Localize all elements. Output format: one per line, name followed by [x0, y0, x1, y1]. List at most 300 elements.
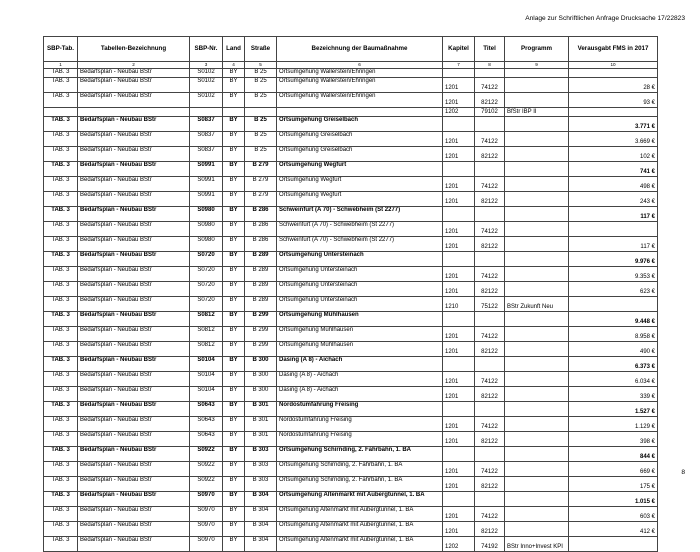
cell-kapitel: 1201 — [443, 507, 475, 522]
cell-programm — [505, 207, 569, 222]
cell-street: B 303 — [245, 462, 277, 477]
table-row — [44, 402, 658, 417]
cell-amount: 93 € — [569, 93, 658, 108]
cell-street: B 25 — [245, 132, 277, 147]
cell-measure: Ortsumgehung Altenmarkt mit Aubergtunnel, 1. BA — [277, 492, 443, 507]
cell-programm — [505, 327, 569, 342]
cell-kapitel: 1201 — [443, 282, 475, 297]
cell-programm — [505, 372, 569, 387]
cell-tab: TAB. 3 — [44, 69, 78, 78]
cell-kapitel: 1201 — [443, 267, 475, 282]
cell-amount: 1.527 € — [569, 402, 658, 417]
cell-table-name: Bedarfsplan - Neubau BStr — [78, 507, 190, 522]
cell-measure: Schweinfurt (A 70) - Schwebheim (St 2277) — [277, 222, 443, 237]
cell-measure: Schweinfurt (A 70) - Schwebheim (St 2277) — [277, 207, 443, 222]
cell-amount: 669 € — [569, 462, 658, 477]
cell-titel: 74122 — [475, 507, 505, 522]
table-row — [44, 132, 658, 147]
cell-amount — [569, 222, 658, 237]
column-number: 3 — [190, 62, 223, 69]
cell-land: BY — [223, 402, 245, 417]
column-header: Tabellen-Bezeichnung — [78, 37, 190, 62]
cell-measure: Ortsumgehung Wallerstein/Ehringen — [277, 93, 443, 108]
cell-table-name: Bedarfsplan - Neubau BStr — [78, 417, 190, 432]
table-row — [44, 417, 658, 432]
cell-titel: 82122 — [475, 342, 505, 357]
cell-street: B 289 — [245, 267, 277, 282]
cell-tab: TAB. 3 — [44, 402, 78, 417]
cell-tab: TAB. 3 — [44, 477, 78, 492]
cell-table-name: Bedarfsplan - Neubau BStr — [78, 252, 190, 267]
cell-table-name: Bedarfsplan - Neubau BStr — [78, 147, 190, 162]
column-number: 10 — [569, 62, 658, 69]
table-row — [44, 177, 658, 192]
cell-measure: Ortsumgehung Greiselbach — [277, 117, 443, 132]
expenditure-table — [43, 36, 658, 552]
cell-amount: 243 € — [569, 192, 658, 207]
column-header: Verausgabt FMS in 2017 — [569, 37, 658, 62]
cell-table-name: Bedarfsplan - Neubau BStr — [78, 237, 190, 252]
cell-land: BY — [223, 207, 245, 222]
table-row — [44, 117, 658, 132]
cell-kapitel — [443, 402, 475, 417]
cell-sbp-nr: S0837 — [190, 132, 223, 147]
cell-tab: TAB. 3 — [44, 387, 78, 402]
cell-kapitel: 1201 — [443, 417, 475, 432]
cell-titel: 74192 — [475, 537, 505, 552]
cell-table-name: Bedarfsplan - Neubau BStr — [78, 522, 190, 537]
cell-table-name: Bedarfsplan - Neubau BStr — [78, 432, 190, 447]
column-number: 6 — [277, 62, 443, 69]
header-row — [44, 37, 658, 62]
table-row — [44, 93, 658, 108]
table-row — [44, 462, 658, 477]
cell-street: B 301 — [245, 417, 277, 432]
cell-street: B 279 — [245, 162, 277, 177]
cell-measure: Ortsumgehung Untersteinach — [277, 267, 443, 282]
cell-measure: Ortsumgehung Untersteinach — [277, 297, 443, 312]
cell-titel — [475, 447, 505, 462]
cell-sbp-nr: S0837 — [190, 147, 223, 162]
cell-street: B 299 — [245, 342, 277, 357]
cell-kapitel: 1201 — [443, 372, 475, 387]
cell-land: BY — [223, 372, 245, 387]
cell-amount: 117 € — [569, 237, 658, 252]
cell-measure: Ortsumgehung Wallerstein/Ehringen — [277, 69, 443, 78]
table-row — [44, 222, 658, 237]
cell-kapitel — [443, 492, 475, 507]
cell-measure: Ortsumgehung Altenmarkt mit Aubergtunnel, 1. BA — [277, 522, 443, 537]
table-row — [44, 477, 658, 492]
cell-sbp-nr: S0970 — [190, 537, 223, 552]
cell-measure: Ortsumgehung Greiselbach — [277, 147, 443, 162]
cell-amount: 339 € — [569, 387, 658, 402]
cell-sbp-nr: S0980 — [190, 237, 223, 252]
cell-table-name: Bedarfsplan - Neubau BStr — [78, 162, 190, 177]
cell-land: BY — [223, 177, 245, 192]
cell-land: BY — [223, 492, 245, 507]
cell-table-name: Bedarfsplan - Neubau BStr — [78, 297, 190, 312]
cell-kapitel — [443, 252, 475, 267]
cell-kapitel: 1202 — [443, 108, 475, 117]
cell-programm — [505, 447, 569, 462]
cell-programm — [505, 222, 569, 237]
cell-table-name: Bedarfsplan - Neubau BStr — [78, 357, 190, 372]
cell-land: BY — [223, 297, 245, 312]
cell-tab: TAB. 3 — [44, 537, 78, 552]
cell-sbp-nr: S0104 — [190, 387, 223, 402]
cell-measure: Ortsumgehung Altenmarkt mit Aubergtunnel, 1. BA — [277, 537, 443, 552]
cell-table-name: Bedarfsplan - Neubau BStr — [78, 447, 190, 462]
column-number: 2 — [78, 62, 190, 69]
cell-street: B 279 — [245, 177, 277, 192]
cell-kapitel — [443, 69, 475, 78]
cell-tab: TAB. 3 — [44, 207, 78, 222]
cell-tab: TAB. 3 — [44, 357, 78, 372]
cell-land: BY — [223, 132, 245, 147]
cell-street: B 300 — [245, 372, 277, 387]
cell-street: B 25 — [245, 93, 277, 108]
cell-measure: Dasing (A 8) - Aichach — [277, 357, 443, 372]
cell-amount: 623 € — [569, 282, 658, 297]
cell-measure: Nordostumfahrung Freising — [277, 417, 443, 432]
table-row — [44, 267, 658, 282]
cell-tab: TAB. 3 — [44, 147, 78, 162]
cell-titel: 82122 — [475, 477, 505, 492]
cell-programm — [505, 177, 569, 192]
cell-table-name — [78, 108, 190, 117]
table-row — [44, 537, 658, 552]
cell-tab: TAB. 3 — [44, 432, 78, 447]
cell-tab: TAB. 3 — [44, 222, 78, 237]
column-header: Programm — [505, 37, 569, 62]
cell-amount: 9.353 € — [569, 267, 658, 282]
cell-measure: Ortsumgehung Mühlhausen — [277, 342, 443, 357]
cell-amount — [569, 108, 658, 117]
column-header: Titel — [475, 37, 505, 62]
cell-kapitel: 1202 — [443, 537, 475, 552]
cell-measure: Ortsumgehung Untersteinach — [277, 282, 443, 297]
cell-measure: Ortsumgehung Greiselbach — [277, 132, 443, 147]
cell-land: BY — [223, 252, 245, 267]
cell-tab: TAB. 3 — [44, 447, 78, 462]
cell-programm — [505, 93, 569, 108]
cell-land: BY — [223, 78, 245, 93]
cell-kapitel — [443, 312, 475, 327]
table-row — [44, 387, 658, 402]
cell-amount: 9.976 € — [569, 252, 658, 267]
cell-street: B 304 — [245, 507, 277, 522]
cell-table-name: Bedarfsplan - Neubau BStr — [78, 372, 190, 387]
column-number: 7 — [443, 62, 475, 69]
cell-titel: 74122 — [475, 222, 505, 237]
cell-land: BY — [223, 432, 245, 447]
cell-sbp-nr: S0102 — [190, 78, 223, 93]
cell-kapitel: 1201 — [443, 477, 475, 492]
cell-sbp-nr: S0720 — [190, 267, 223, 282]
cell-street: B 300 — [245, 357, 277, 372]
cell-street: B 25 — [245, 69, 277, 78]
cell-kapitel — [443, 357, 475, 372]
cell-street: B 303 — [245, 477, 277, 492]
cell-titel: 74122 — [475, 132, 505, 147]
cell-table-name: Bedarfsplan - Neubau BStr — [78, 402, 190, 417]
table-row — [44, 78, 658, 93]
cell-titel: 75122 — [475, 297, 505, 312]
table-row — [44, 192, 658, 207]
cell-measure: Ortsumgehung Untersteinach — [277, 252, 443, 267]
cell-land: BY — [223, 342, 245, 357]
cell-titel: 82122 — [475, 522, 505, 537]
cell-titel: 74122 — [475, 327, 505, 342]
cell-amount: 412 € — [569, 522, 658, 537]
cell-kapitel — [443, 447, 475, 462]
cell-kapitel: 1201 — [443, 237, 475, 252]
cell-table-name: Bedarfsplan - Neubau BStr — [78, 282, 190, 297]
cell-street: B 299 — [245, 327, 277, 342]
table-row — [44, 492, 658, 507]
cell-table-name: Bedarfsplan - Neubau BStr — [78, 387, 190, 402]
cell-titel: 74122 — [475, 78, 505, 93]
table-row — [44, 327, 658, 342]
cell-sbp-nr: S0922 — [190, 477, 223, 492]
cell-kapitel: 1201 — [443, 132, 475, 147]
table-row — [44, 108, 658, 117]
cell-measure: Schweinfurt (A 70) - Schwebheim (St 2277) — [277, 237, 443, 252]
cell-sbp-nr: S0991 — [190, 177, 223, 192]
cell-measure: Ortsumgehung Wegfurt — [277, 192, 443, 207]
cell-table-name: Bedarfsplan - Neubau BStr — [78, 93, 190, 108]
cell-measure: Ortsumgehung Wallerstein/Ehringen — [277, 78, 443, 93]
cell-titel: 74122 — [475, 372, 505, 387]
cell-titel: 82122 — [475, 432, 505, 447]
document-header-note: Anlage zur Schriftlichen Anfrage Drucksache 17/22823 — [525, 15, 685, 22]
cell-amount: 1.129 € — [569, 417, 658, 432]
column-header: Land — [223, 37, 245, 62]
column-number: 9 — [505, 62, 569, 69]
cell-land: BY — [223, 522, 245, 537]
cell-table-name: Bedarfsplan - Neubau BStr — [78, 312, 190, 327]
cell-amount: 498 € — [569, 177, 658, 192]
cell-amount: 8.958 € — [569, 327, 658, 342]
table-row — [44, 69, 658, 78]
cell-tab: TAB. 3 — [44, 93, 78, 108]
cell-amount: 102 € — [569, 147, 658, 162]
table-row — [44, 312, 658, 327]
cell-amount: 6.373 € — [569, 357, 658, 372]
cell-programm: BfStr IBP II — [505, 108, 569, 117]
cell-titel — [475, 117, 505, 132]
cell-titel: 82122 — [475, 147, 505, 162]
column-header: Kapitel — [443, 37, 475, 62]
cell-programm — [505, 69, 569, 78]
cell-table-name: Bedarfsplan - Neubau BStr — [78, 177, 190, 192]
cell-street: B 301 — [245, 432, 277, 447]
cell-land: BY — [223, 327, 245, 342]
cell-sbp-nr: S0102 — [190, 69, 223, 78]
cell-sbp-nr: S0720 — [190, 297, 223, 312]
cell-titel — [475, 492, 505, 507]
cell-land: BY — [223, 162, 245, 177]
page-number: 8 — [681, 469, 685, 476]
cell-street: B 304 — [245, 537, 277, 552]
cell-measure: Ortsumgehung Schirnding, 2. Fahrbahn, 1. BA — [277, 477, 443, 492]
cell-table-name: Bedarfsplan - Neubau BStr — [78, 327, 190, 342]
cell-titel: 79102 — [475, 108, 505, 117]
cell-street: B 286 — [245, 222, 277, 237]
cell-street: B 25 — [245, 117, 277, 132]
cell-programm — [505, 312, 569, 327]
cell-measure: Nordostumfahrung Freising — [277, 432, 443, 447]
cell-titel: 74122 — [475, 462, 505, 477]
cell-land: BY — [223, 417, 245, 432]
cell-measure: Ortsumgehung Mühlhausen — [277, 312, 443, 327]
cell-street: B 279 — [245, 192, 277, 207]
table-row — [44, 147, 658, 162]
cell-measure — [277, 108, 443, 117]
cell-titel: 82122 — [475, 282, 505, 297]
cell-land: BY — [223, 507, 245, 522]
cell-land: BY — [223, 147, 245, 162]
cell-amount: 6.034 € — [569, 372, 658, 387]
cell-tab — [44, 108, 78, 117]
cell-tab: TAB. 3 — [44, 342, 78, 357]
cell-titel — [475, 162, 505, 177]
cell-programm — [505, 387, 569, 402]
cell-street: B 299 — [245, 312, 277, 327]
cell-sbp-nr: S0991 — [190, 192, 223, 207]
cell-sbp-nr: S0970 — [190, 492, 223, 507]
table-row — [44, 507, 658, 522]
cell-tab: TAB. 3 — [44, 372, 78, 387]
cell-kapitel: 1201 — [443, 93, 475, 108]
cell-table-name: Bedarfsplan - Neubau BStr — [78, 477, 190, 492]
cell-tab: TAB. 3 — [44, 267, 78, 282]
cell-street: B 25 — [245, 78, 277, 93]
cell-tab: TAB. 3 — [44, 522, 78, 537]
cell-kapitel — [443, 162, 475, 177]
cell-kapitel: 1201 — [443, 342, 475, 357]
cell-programm — [505, 162, 569, 177]
column-number: 8 — [475, 62, 505, 69]
cell-sbp-nr: S0104 — [190, 372, 223, 387]
cell-titel — [475, 357, 505, 372]
cell-table-name: Bedarfsplan - Neubau BStr — [78, 192, 190, 207]
cell-amount: 28 € — [569, 78, 658, 93]
cell-programm: BStr Inno+Invest KPI — [505, 537, 569, 552]
cell-amount: 844 € — [569, 447, 658, 462]
cell-titel: 82122 — [475, 237, 505, 252]
column-number-row — [44, 62, 658, 69]
cell-tab: TAB. 3 — [44, 192, 78, 207]
cell-titel — [475, 312, 505, 327]
cell-kapitel: 1201 — [443, 192, 475, 207]
cell-land — [223, 108, 245, 117]
cell-tab: TAB. 3 — [44, 417, 78, 432]
cell-titel — [475, 252, 505, 267]
cell-sbp-nr — [190, 108, 223, 117]
cell-tab: TAB. 3 — [44, 507, 78, 522]
cell-street: B 25 — [245, 147, 277, 162]
table-row — [44, 357, 658, 372]
cell-programm — [505, 402, 569, 417]
cell-kapitel: 1201 — [443, 327, 475, 342]
table-row — [44, 372, 658, 387]
cell-land: BY — [223, 462, 245, 477]
cell-table-name: Bedarfsplan - Neubau BStr — [78, 492, 190, 507]
cell-kapitel: 1201 — [443, 147, 475, 162]
cell-table-name: Bedarfsplan - Neubau BStr — [78, 267, 190, 282]
cell-amount: 741 € — [569, 162, 658, 177]
cell-programm — [505, 267, 569, 282]
cell-measure: Ortsumgehung Schirnding, 2. Fahrbahn, 1. BA — [277, 462, 443, 477]
cell-tab: TAB. 3 — [44, 297, 78, 312]
cell-titel: 82122 — [475, 192, 505, 207]
cell-titel — [475, 402, 505, 417]
cell-tab: TAB. 3 — [44, 282, 78, 297]
cell-table-name: Bedarfsplan - Neubau BStr — [78, 69, 190, 78]
cell-amount: 1.015 € — [569, 492, 658, 507]
cell-tab: TAB. 3 — [44, 78, 78, 93]
cell-table-name: Bedarfsplan - Neubau BStr — [78, 222, 190, 237]
cell-programm — [505, 237, 569, 252]
cell-programm — [505, 417, 569, 432]
cell-amount: 3.771 € — [569, 117, 658, 132]
cell-programm — [505, 507, 569, 522]
cell-tab: TAB. 3 — [44, 132, 78, 147]
table-row — [44, 207, 658, 222]
cell-kapitel: 1201 — [443, 432, 475, 447]
cell-sbp-nr: S0837 — [190, 117, 223, 132]
cell-land: BY — [223, 267, 245, 282]
cell-amount: 398 € — [569, 432, 658, 447]
cell-land: BY — [223, 237, 245, 252]
cell-land: BY — [223, 357, 245, 372]
column-header: Bezeichnung der Baumaßnahme — [277, 37, 443, 62]
cell-programm — [505, 282, 569, 297]
cell-programm — [505, 252, 569, 267]
column-number: 1 — [44, 62, 78, 69]
cell-table-name: Bedarfsplan - Neubau BStr — [78, 207, 190, 222]
cell-measure: Ortsumgehung Wegfurt — [277, 177, 443, 192]
cell-table-name: Bedarfsplan - Neubau BStr — [78, 537, 190, 552]
cell-sbp-nr: S0104 — [190, 357, 223, 372]
cell-tab: TAB. 3 — [44, 462, 78, 477]
cell-amount: 603 € — [569, 507, 658, 522]
table-row — [44, 297, 658, 312]
cell-measure: Dasing (A 8) - Aichach — [277, 372, 443, 387]
cell-land: BY — [223, 447, 245, 462]
cell-titel: 82122 — [475, 93, 505, 108]
cell-land: BY — [223, 93, 245, 108]
cell-sbp-nr: S0720 — [190, 252, 223, 267]
cell-amount — [569, 537, 658, 552]
cell-programm — [505, 432, 569, 447]
cell-street: B 300 — [245, 387, 277, 402]
cell-programm — [505, 342, 569, 357]
cell-kapitel: 1201 — [443, 177, 475, 192]
cell-titel: 82122 — [475, 387, 505, 402]
table-row — [44, 447, 658, 462]
cell-table-name: Bedarfsplan - Neubau BStr — [78, 117, 190, 132]
cell-amount: 175 € — [569, 477, 658, 492]
cell-kapitel: 1201 — [443, 462, 475, 477]
cell-street: B 289 — [245, 252, 277, 267]
cell-programm — [505, 462, 569, 477]
cell-land: BY — [223, 537, 245, 552]
cell-programm — [505, 192, 569, 207]
cell-tab: TAB. 3 — [44, 492, 78, 507]
